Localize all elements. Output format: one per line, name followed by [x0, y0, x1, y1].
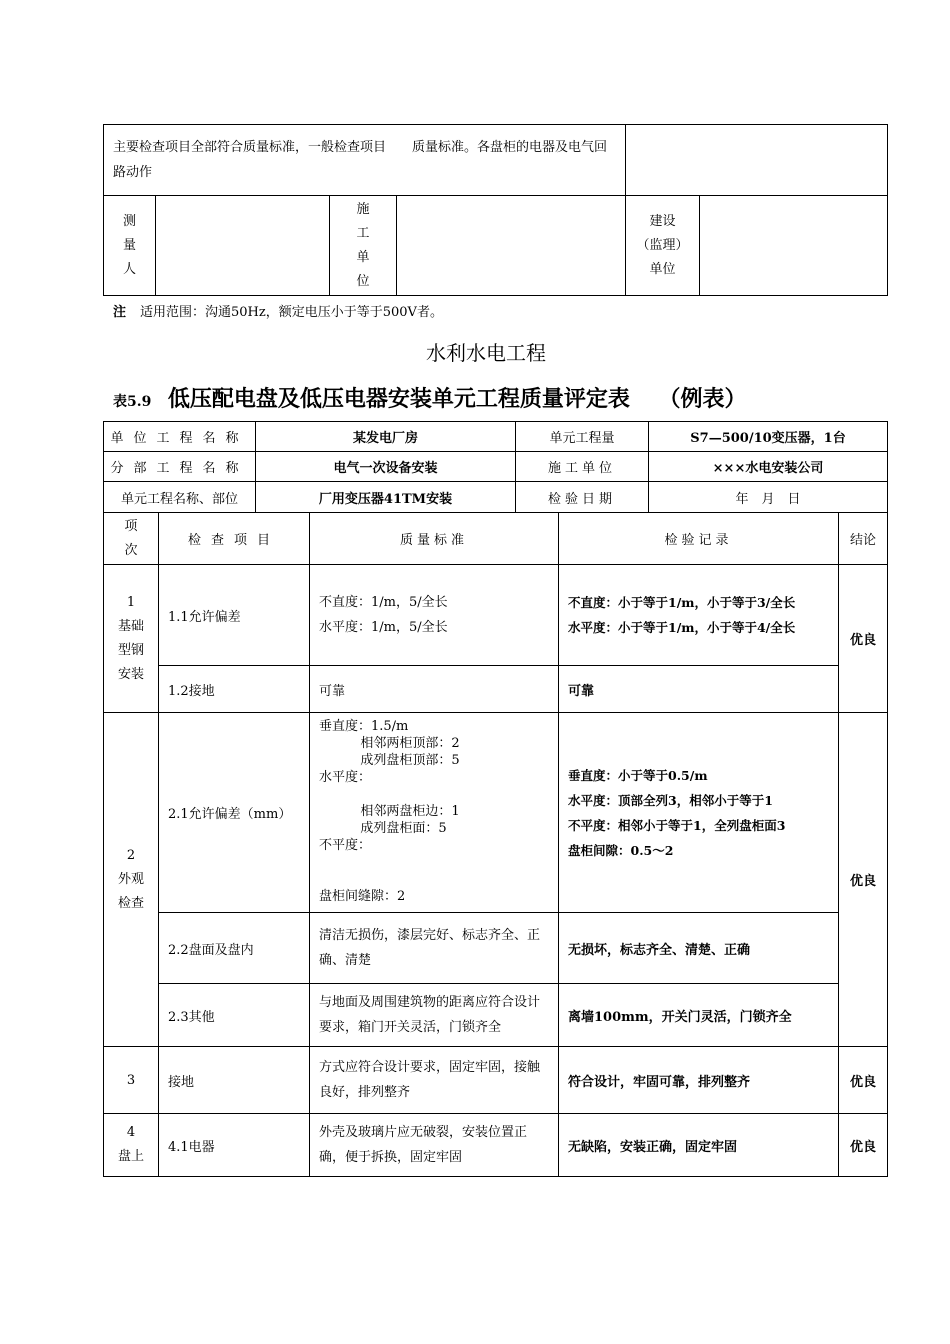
- check-item-1-1: 1.1允许偏差: [159, 565, 310, 666]
- header-check-item: 检查项目: [159, 513, 310, 565]
- group-2-no: 2 外观 检查: [104, 713, 159, 1047]
- inspection-table: [103, 512, 888, 1177]
- construction-unit-blank: [397, 196, 626, 296]
- top-table: [103, 124, 888, 296]
- unit-quantity-label: 单元工程量: [516, 422, 649, 452]
- group-3-no: 3: [104, 1047, 159, 1114]
- table-title-example: （例表）: [658, 386, 747, 412]
- table-title-text: 低压配电盘及低压电器安装单元工程质量评定表: [167, 386, 630, 412]
- summary-cell: [104, 125, 626, 196]
- summary-text: 主要检查项目全部符合质量标准，一般检查项目 质量标准。各盘柜的电器及电气回路动作: [113, 140, 608, 180]
- construction-unit-label-2: 施工单位: [516, 452, 649, 482]
- table-number: 表5.9: [113, 394, 152, 410]
- note-prefix: 注: [113, 305, 127, 320]
- unit-project-name-label: 单位工程名称: [104, 422, 256, 452]
- conclusion-3: 优良: [839, 1047, 888, 1114]
- standard-2-2: 清洁无损伤，漆层完好、标志齐全、正确、清楚: [310, 913, 559, 984]
- check-item-2-1: 2.1允许偏差（mm）: [159, 713, 310, 913]
- summary-blank-cell: [626, 125, 888, 196]
- surveyor-label: 测 量 人: [104, 196, 156, 296]
- table-title: [113, 382, 746, 413]
- construction-unit-value: ×××水电安装公司: [649, 452, 888, 482]
- inspection-date-value: 年 月 日: [649, 482, 888, 513]
- check-item-2-2: 2.2盘面及盘内: [159, 913, 310, 984]
- standard-2-3: 与地面及周围建筑物的距离应符合设计要求，箱门开关灵活，门锁齐全: [310, 984, 559, 1047]
- header-inspection-record: 检验记录: [559, 513, 839, 565]
- record-2-1: 垂直度：小于等于0.5/m 水平度：顶部全列3，相邻小于等于1 不平度：相邻小于等于1，全列盘柜面3 盘柜间隙：0.5～2: [559, 713, 839, 913]
- surveyor-blank: [156, 196, 330, 296]
- record-2-3: 离墙100mm，开关门灵活，门锁齐全: [559, 984, 839, 1047]
- unit-quantity-value: S7—500/10变压器，1台: [649, 422, 888, 452]
- unit-name-location-value: 厂用变压器41TM安装: [256, 482, 516, 513]
- header-quality-standard: 质量标准: [310, 513, 559, 565]
- record-2-2: 无损坏，标志齐全、清楚、正确: [559, 913, 839, 984]
- record-3: 符合设计，牢固可靠，排列整齐: [559, 1047, 839, 1114]
- unit-name-location-label: 单元工程名称、部位: [104, 482, 256, 513]
- conclusion-4: 优良: [839, 1114, 888, 1177]
- record-1-2: 可靠: [559, 666, 839, 713]
- check-item-3: 接地: [159, 1047, 310, 1114]
- unit-project-name-value: 某发电厂房: [256, 422, 516, 452]
- supervisor-label: 建设 （监理） 单位: [626, 196, 700, 296]
- record-1-1: 不直度：小于等于1/m，小于等于3/全长 水平度：小于等于1/m，小于等于4/全长: [559, 565, 839, 666]
- record-4-1: 无缺陷，安装正确，固定牢固: [559, 1114, 839, 1177]
- standard-1-2: 可靠: [310, 666, 559, 713]
- note-text: 适用范围：沟通50Hz，额定电压小于等于500V者。: [140, 305, 443, 320]
- construction-unit-label: 施 工 单 位: [330, 196, 397, 296]
- group-1-no: 1 基础 型钢 安装: [104, 565, 159, 713]
- check-item-1-2: 1.2接地: [159, 666, 310, 713]
- conclusion-group-1: 优良: [839, 565, 888, 713]
- header-conclusion: 结论: [839, 513, 888, 565]
- division-project-name-label: 分部工程名称: [104, 452, 256, 482]
- note-line: [113, 301, 443, 320]
- conclusion-group-2: 优良: [839, 713, 888, 1047]
- page-heading: 水利水电工程: [426, 341, 546, 365]
- division-project-name-value: 电气一次设备安装: [256, 452, 516, 482]
- check-item-4-1: 4.1电器: [159, 1114, 310, 1177]
- supervisor-blank: [700, 196, 888, 296]
- check-item-2-3: 2.3其他: [159, 984, 310, 1047]
- standard-2-1: 垂直度：1.5/m 相邻两柜顶部：2 成列盘柜顶部：5 水平度： 相邻两盘柜边：1 成列盘柜面：5 不平度： 盘柜间缝隙：2: [310, 713, 559, 913]
- standard-1-1: 不直度：1/m，5/全长 水平度：1/m，5/全长: [310, 565, 559, 666]
- inspection-date-label: 检验日期: [516, 482, 649, 513]
- info-table: [103, 421, 888, 513]
- standard-4-1: 外壳及玻璃片应无破裂，安装位置正确，便于拆换，固定牢固: [310, 1114, 559, 1177]
- group-4-no: 4 盘上: [104, 1114, 159, 1177]
- standard-3: 方式应符合设计要求，固定牢固，接触良好，排列整齐: [310, 1047, 559, 1114]
- header-item-no: 项次: [104, 513, 159, 565]
